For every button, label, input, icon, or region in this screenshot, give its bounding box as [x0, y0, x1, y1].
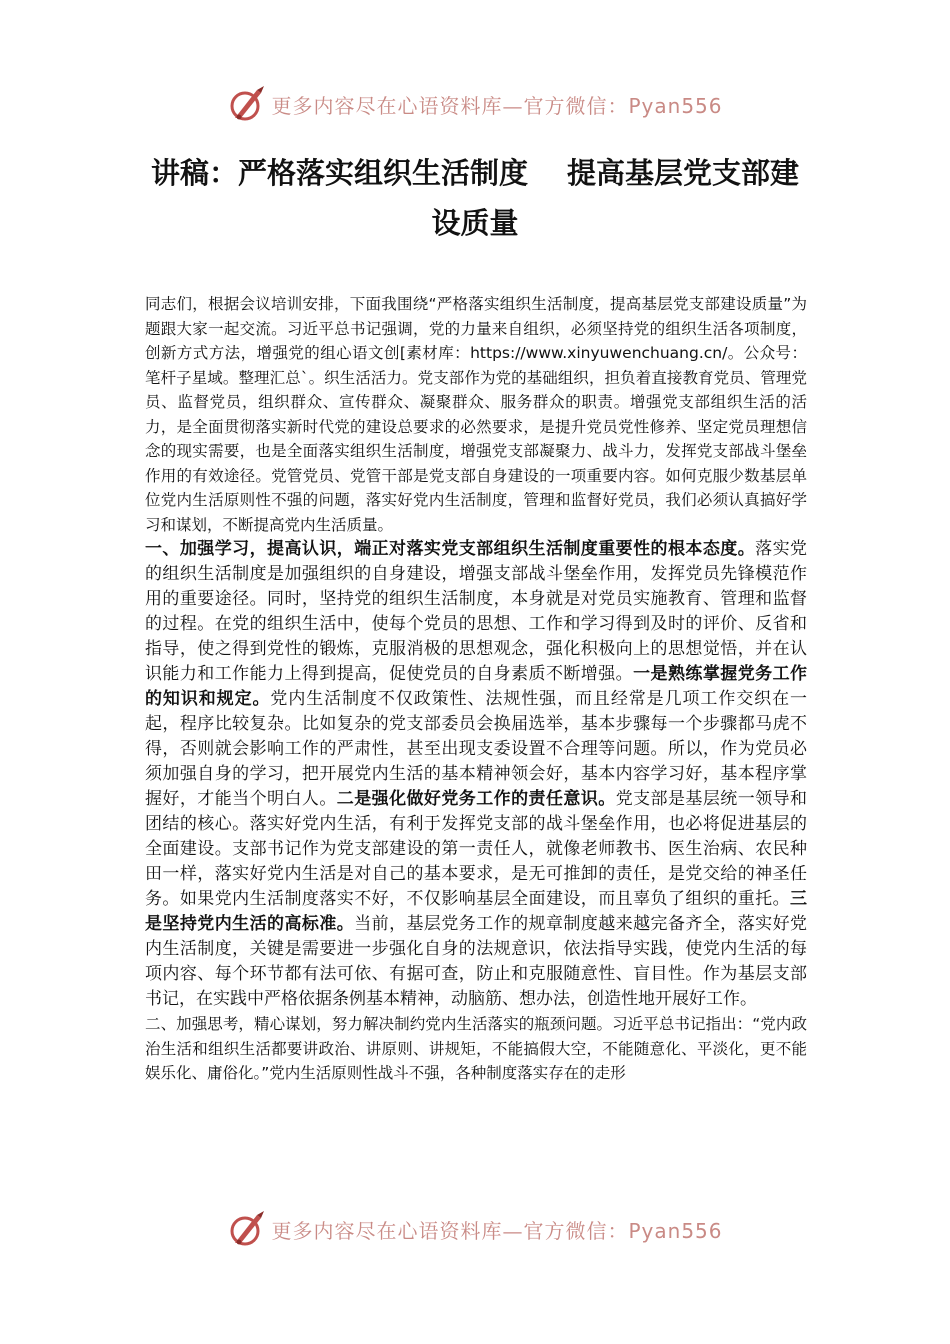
section-1-text-3: 党支部是基层统一领导和团结的核心。落实好党内生活，有利于发挥党支部的战斗堡垒作用，也必将促进基层的全面建设。支部书记作为党支部建设的第一责任人，就像老师教书、医生治病、农民种田一样，落实好党内生活是对自己的基本要求，是无可推卸的责任，是党交给的神圣任务。如果党内生活制度落实不好，不仅影响基层全面建设，而且辜负了组织的重托。: [145, 789, 808, 909]
section-1-point-3: 三是坚持党内生活的高标准。: [145, 889, 807, 934]
quill-logo-icon: [227, 1209, 267, 1249]
page-title: 讲稿：严格落实组织生活制度 提高基层党支部建设质量: [150, 156, 800, 240]
banner-wechat-id: Pyan556: [628, 93, 723, 118]
intro-paragraph: 同志们，根据会议培训安排，下面我围绕“严格落实组织生活制度，提高基层党支部建设质量”为题跟大家一起交流。习近平总书记强调，党的力量来自组织，必须坚持党的组织生活各项制度，创新方式方法，增强党的组心语文创[素材库：https://www.xinyuwenchuang.cn/。公众号：笔杆子星域。整理汇总`。织生活活力。党支部作为党的基础组织，担负着直接教育党员、管理党员、监督党员，组织群众、宣传群众、凝聚群众、服务群众的职责。增强党支部组织生活的活力，是全面贯彻落实新时代党的建设总要求的必然要求，是提升党员党性修养、坚定党员理想信念的现实需要，也是全面落实组织生活制度，增强党支部凝聚力、战斗力，发挥党支部战斗堡垒作用的有效途径。党管党员、党管干部是党支部自身建设的一项重要内容。如何克服少数基层单位党内生活原则性不强的问题，落实好党内生活制度，管理和监督好党员，我们必须认真搞好学习和谋划，不断提高党内生活质量。: [145, 295, 807, 534]
section-1-point-1: 一是熟练掌握党务工作的知识和规定。: [145, 664, 808, 709]
section-1-text-2: 党内生活制度不仅政策性、法规性强，而且经常是几项工作交织在一起，程序比较复杂。比如复杂的党支部委员会换届选举，基本步骤每一个步骤都马虎不得，否则就会影响工作的严肃性，甚至出现支委设置不合理等问题。所以，作为党员必须加强自身的学习，把开展党内生活的基本精神领会好，基本内容学习好，基本程序掌握好，才能当个明白人。: [145, 689, 808, 809]
banner-wechat-id: Pyan556: [628, 1218, 723, 1243]
section-1: [145, 537, 807, 1012]
section-2: 二、加强思考，精心谋划，努力解决制约党内生活落实的瓶颈问题。习近平总书记指出：“党内政治生活和组织生活都要讲政治、讲原则、讲规矩，不能搞假大空，不能随意化、平淡化，更不能娱乐化、庸俗化。”党内生活原则性战斗不强，各种制度落实存在的走形: [145, 1015, 807, 1082]
footer-watermark-banner: [0, 1207, 950, 1251]
banner-text: 更多内容尽在心语资料库—官方微信：: [271, 93, 629, 118]
section-1-point-2: 二是强化做好党务工作的责任意识。: [336, 789, 616, 809]
section-1-text-1: 落实党的组织生活制度是加强组织的自身建设，增强支部战斗堡垒作用，发挥党员先锋模范作用的重要途径。同时，坚持党的组织生活制度，本身就是对党员实施教育、管理和监督的过程。在党的组织生活中，使每个党员的思想、工作和学习得到及时的评价、反省和指导，使之得到党性的锻炼，克服消极的思想观念，强化积极向上的思想觉悟，并在认识能力和工作能力上得到提高，促使党员的自身素质不断增强。: [145, 539, 808, 684]
section-1-text-4: 当前，基层党务工作的规章制度越来越完备齐全，落实好党内生活制度，关键是需要进一步强化自身的法规意识，依法指导实践，使党内生活的每项内容、每个环节都有法可依、有据可查，防止和克服随意性、盲目性。作为基层支部书记，在实践中严格依据条例基本精神，动脑筋、想办法，创造性地开展好工作。: [145, 914, 808, 1009]
banner-text: 更多内容尽在心语资料库—官方微信：: [271, 1218, 629, 1243]
quill-logo-icon: [227, 84, 267, 124]
header-watermark-banner: [0, 82, 950, 126]
document-body: [145, 292, 807, 1086]
section-1-heading: 一、加强学习，提高认识，端正对落实党支部组织生活制度重要性的根本态度。: [145, 539, 756, 559]
